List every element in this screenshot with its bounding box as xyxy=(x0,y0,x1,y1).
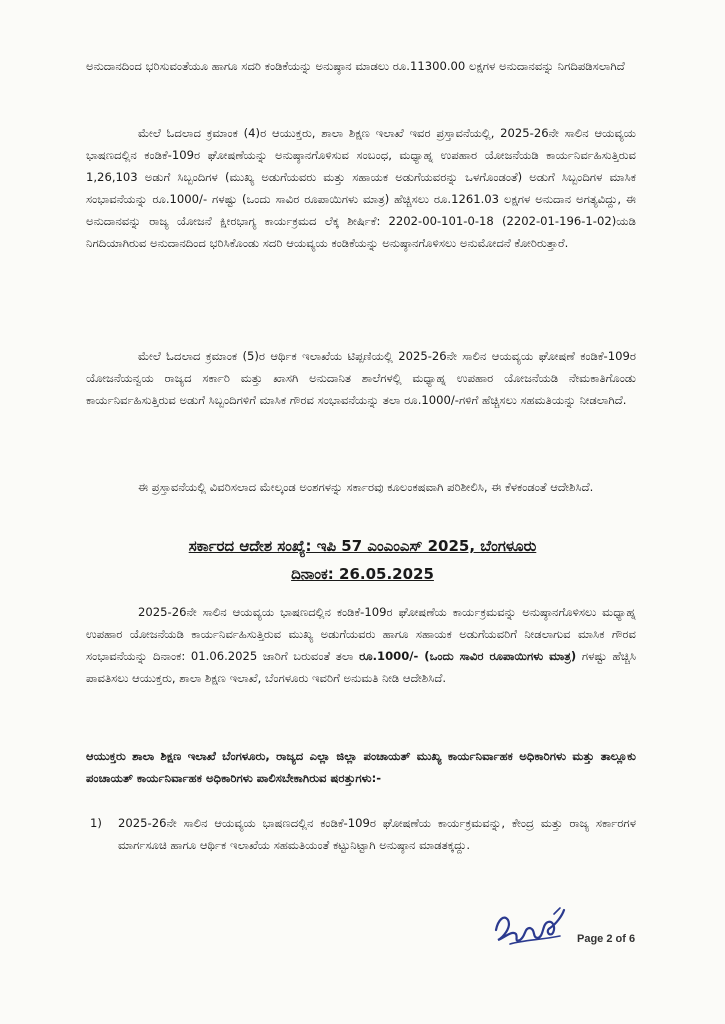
paragraph-text: ಅನುದಾನದಿಂದ ಭರಿಸುವಂತೆಯೂ ಹಾಗೂ ಸದರಿ ಕಂಡಿಕೆಯನ್ನು ಅನುಷ್ಠಾನ ಮಾಡಲು ರೂ.11300.00 ಲಕ್ಷಗಳ ಅನುದಾನವನ್ನು ನಿಗದಿಪಡಿಸಲಾಗಿದೆ xyxy=(86,59,625,73)
paragraph-finance-note xyxy=(86,345,636,411)
paragraph-text: ಈ ಪ್ರಸ್ತಾವನೆಯಲ್ಲಿ ವಿವರಿಸಲಾದ ಮೇಲ್ಕಂಡ ಅಂಶಗಳನ್ನು ಸರ್ಕಾರವು ಕೂಲಂಕಷವಾಗಿ ಪರಿಶೀಲಿಸಿ, ಈ ಕೆಳಕಂಡಂತೆ ಆದೇಶಿಸಿದೆ. xyxy=(138,480,594,494)
paragraph-consideration xyxy=(86,476,636,498)
conditions-heading: ಆಯುಕ್ತರು ಶಾಲಾ ಶಿಕ್ಷಣ ಇಲಾಖೆ ಬೆಂಗಳೂರು, ರಾಜ್ಯದ ಎಲ್ಲಾ ಜಿಲ್ಲಾ ಪಂಚಾಯತ್ ಮುಖ್ಯ ಕಾರ್ಯನಿರ್ವಾಹಕ ಅಧಿಕಾರಿಗಳು ಮತ್ತು ತಾಲ್ಲೂಕು ಪಂಚಾಯತ್ ಕಾರ್ಯನಿರ್ವಾಹಕ ಅಧಿಕಾರಿಗಳು ಪಾಲಿಸಬೇಕಾಗಿರುವ ಷರತ್ತುಗಳು:- xyxy=(86,749,636,785)
order-body-amount: ರೂ.1000/- (ಒಂದು ಸಾವಿರ ರೂಪಾಯಿಗಳು ಮಾತ್ರ) xyxy=(359,649,577,663)
condition-text: 2025-26ನೇ ಸಾಲಿನ ಆಯವ್ಯಯ ಭಾಷಣದಲ್ಲಿನ ಕಂಡಿಕೆ-109ರ ಘೋಷಣೆಯ ಕಾರ್ಯಕ್ರಮವನ್ನು, ಕೇಂದ್ರ ಮತ್ತು ರಾಜ್ಯ ಸರ್ಕಾರಗಳ ಮಾರ್ಗಸೂಚಿ ಹಾಗೂ ಆರ್ಥಿಕ ಇಲಾಖೆಯ ಸಹಮತಿಯಂತೆ ಕಟ್ಟುನಿಟ್ಟಾಗಿ ಅನುಷ್ಠಾನ ಮಾಡತಕ್ಕದ್ದು. xyxy=(118,816,636,852)
condition-number: 1) xyxy=(90,816,102,830)
order-body-text xyxy=(86,601,636,689)
order-body-part: ಗಳಷ್ಟು ಹೆಚ್ಚಿಸಿ ಪಾವತಿಸಲು ಆಯುಕ್ತರು, ಶಾಲಾ ಶಿಕ್ಷಣ ಇಲಾಖೆ, ಬೆಂಗಳೂರು ಇವರಿಗೆ ಅನುಮತಿ ನೀಡಿ ಆದೇಶಿಸಿದೆ. xyxy=(86,649,636,685)
order-date-title: ದಿನಾಂಕ: 26.05.2025 xyxy=(291,565,434,583)
condition-item xyxy=(90,812,636,856)
paragraph-order-body xyxy=(86,601,636,689)
paragraph-commissioner-proposal xyxy=(86,122,636,254)
paragraph-allocation xyxy=(86,55,636,77)
signature-mark xyxy=(490,900,570,950)
paragraph-text: ಮೇಲೆ ಓದಲಾದ ಕ್ರಮಾಂಕ (4)ರ ಆಯುಕ್ತರು, ಶಾಲಾ ಶಿಕ್ಷಣ ಇಲಾಖೆ ಇವರ ಪ್ರಸ್ತಾವನೆಯಲ್ಲಿ, 2025-26ನೇ ಸಾಲಿನ ಆಯವ್ಯಯ ಭಾಷಣದಲ್ಲಿನ ಕಂಡಿಕೆ-109ರ ಘೋಷಣೆಯನ್ನು ಅನುಷ್ಠಾನಗೊಳಿಸುವ ಸಂಬಂಧ, ಮಧ್ಯಾಹ್ನ ಉಪಹಾರ ಯೋಜನೆಯಡಿ ಕಾರ್ಯನಿರ್ವಹಿಸುತ್ತಿರುವ 1,26,103 ಅಡುಗೆ ಸಿಬ್ಬಂದಿಗಳ (ಮುಖ್ಯ ಅಡುಗೆಯವರು ಮತ್ತು ಸಹಾಯಕ ಅಡುಗೆಯವರನ್ನು ಒಳಗೊಂಡಂತೆ) ಅಡುಗೆ ಸಿಬ್ಬಂದಿಗಳ ಮಾಸಿಕ ಸಂಭಾವನೆಯನ್ನು ರೂ.1000/- ಗಳಷ್ಟು (ಒಂದು ಸಾವಿರ ರೂಪಾಯಿಗಳು ಮಾತ್ರ) ಹೆಚ್ಚಿಸಲು ರೂ.1261.03 ಲಕ್ಷಗಳ ಅನುದಾನ ಅಗತ್ಯವಿದ್ದು, ಈ ಅನುದಾನವನ್ನು ರಾಜ್ಯ ಯೋಜನೆ ಕ್ಷೀರಭಾಗ್ಯ ಕಾರ್ಯಕ್ರಮದ ಲೆಕ್ಕ ಶೀರ್ಷಿಕೆ: 2202-00-101-0-18 (2202-01-196-1-02)ಯಡಿ ನಿಗದಿಯಾಗಿರುವ ಅನುದಾನದಿಂದ ಭರಿಸಿಕೊಂಡು ಸದರಿ ಆಯವ್ಯಯ ಕಂಡಿಕೆಯನ್ನು ಅನುಷ್ಠಾನಗೊಳಿಸಲು ಅನುಮೋದನೆ ಕೋರಿರುತ್ತಾರೆ. xyxy=(86,126,636,250)
paragraph-text: ಮೇಲೆ ಓದಲಾದ ಕ್ರಮಾಂಕ (5)ರ ಆರ್ಥಿಕ ಇಲಾಖೆಯ ಟಿಪ್ಪಣಿಯಲ್ಲಿ 2025-26ನೇ ಸಾಲಿನ ಆಯವ್ಯಯ ಘೋಷಣೆ ಕಂಡಿಕೆ-109ರ ಯೋಜನೆಯನ್ವಯ ರಾಜ್ಯದ ಸರ್ಕಾರಿ ಮತ್ತು ಖಾಸಗಿ ಅನುದಾನಿತ ಶಾಲೆಗಳಲ್ಲಿ ಮಧ್ಯಾಹ್ನ ಉಪಹಾರ ಯೋಜನೆಯಡಿ ನೇಮಕಾತಿಗೊಂಡು ಕಾರ್ಯನಿರ್ವಹಿಸುತ್ತಿರುವ ಅಡುಗೆ ಸಿಬ್ಬಂದಿಗಳಿಗೆ ಮಾಸಿಕ ಗೌರವ ಸಂಭಾವನೆಯನ್ನು ತಲಾ ರೂ.1000/-ಗಳಿಗೆ ಹೆಚ್ಚಿಸಲು ಸಹಮತಿಯನ್ನು ನೀಡಲಾಗಿದೆ. xyxy=(86,349,636,407)
order-number-title: ಸರ್ಕಾರದ ಆದೇಶ ಸಂಖ್ಯೆ: ಇಪಿ 57 ಎಂಎಂಎಸ್ 2025, ಬೆಂಗಳೂರು xyxy=(188,537,537,555)
order-body-part: 2025-26ನೇ ಸಾಲಿನ ಆಯವ್ಯಯ ಭಾಷಣದಲ್ಲಿನ ಕಂಡಿಕೆ-109ರ ಘೋಷಣೆಯ ಕಾರ್ಯಕ್ರಮವನ್ನು ಅನುಷ್ಠಾನಗೊಳಿಸಲು ಮಧ್ಯಾಹ್ನ ಉಪಹಾರ ಯೋಜನೆಯಡಿ ಕಾರ್ಯನಿರ್ವಹಿಸುತ್ತಿರುವ ಮುಖ್ಯ ಅಡುಗೆಯವರು ಹಾಗೂ ಸಹಾಯಕ ಅಡುಗೆಯವರಿಗೆ ನೀಡಲಾಗುವ ಮಾಸಿಕ ಗೌರವ ಸಂಭಾವನೆಯನ್ನು ದಿನಾಂಕ: 01.06.2025 ಜಾರಿಗೆ ಬರುವಂತೆ ತಲಾ xyxy=(86,605,636,663)
page-number: Page 2 of 6 xyxy=(577,933,636,945)
